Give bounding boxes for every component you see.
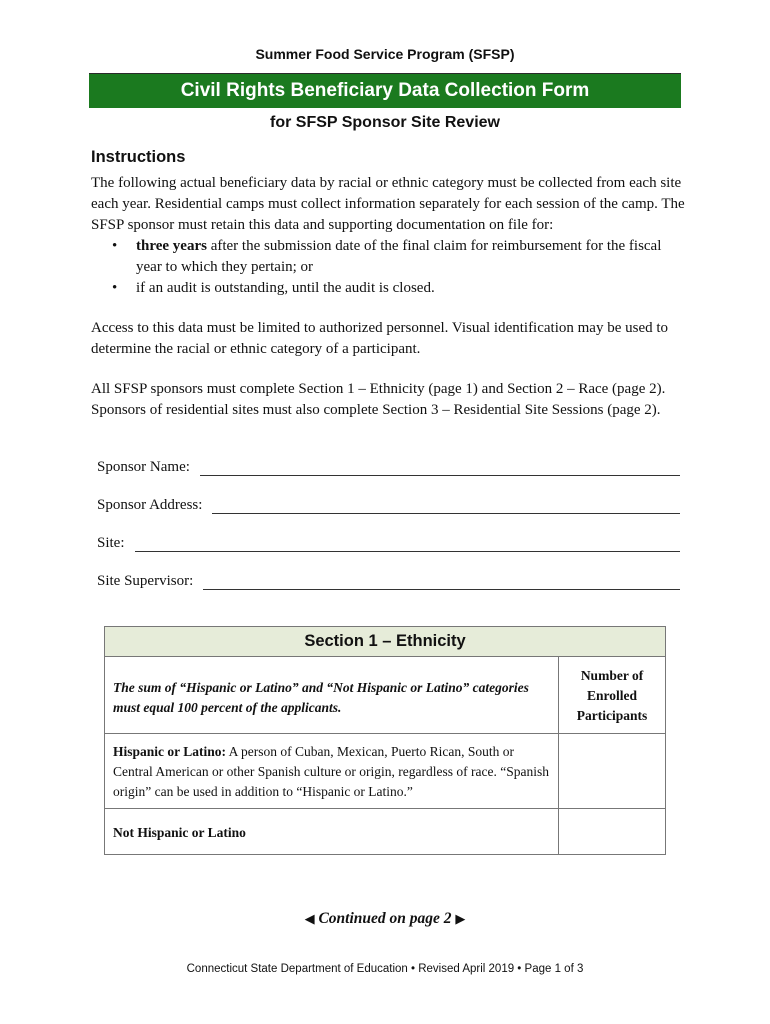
enrolled-participants-header [559, 657, 665, 733]
column-header-line: Enrolled [586, 688, 637, 703]
table-row [105, 809, 665, 855]
instructions-paragraph-1: The following actual beneficiary data by racial or ethnic category must be collected from each site each year. Residential camps must collect information separately for each session of the camp. The SFSP sponsor must retain this data and supporting documentation on file for: [91, 175, 685, 233]
continued-text: Continued on page 2 [318, 910, 452, 927]
not-hispanic-latino-count-field[interactable] [559, 809, 665, 855]
hispanic-latino-description [105, 734, 559, 808]
site-field[interactable] [135, 533, 680, 552]
form-subtitle: for SFSP Sponsor Site Review [270, 114, 500, 131]
hispanic-latino-label: Hispanic or Latino: [113, 744, 227, 759]
table-row [105, 734, 665, 809]
site-label: Site: [97, 535, 125, 551]
sum-requirement-note: The sum of “Hispanic or Latino” and “Not Hispanic or Latino” categories must equal 100 percent of the applicants. [105, 657, 559, 733]
program-title: Summer Food Service Program (SFSP) [255, 46, 515, 62]
column-header-line: Number of [580, 668, 644, 683]
list-item [112, 236, 672, 278]
left-triangle-icon: ◀ [304, 911, 315, 926]
retention-list [112, 236, 672, 299]
site-supervisor-field[interactable] [203, 571, 680, 590]
site-row [97, 533, 680, 552]
ethnicity-table [104, 626, 666, 855]
list-item-text: if an audit is outstanding, until the audit is closed. [136, 280, 435, 296]
column-header-line: Participants [576, 708, 648, 723]
form-title-banner: Civil Rights Beneficiary Data Collection Form [89, 73, 681, 108]
instructions-paragraph-3: All SFSP sponsors must complete Section 1 – Ethnicity (page 1) and Section 2 – Race (page 2). Sponsors of residential sites must also complete Section 3 – Residential Site Sessions (page 2). [91, 381, 666, 418]
right-triangle-icon: ▶ [455, 911, 466, 926]
retention-period: three years [136, 238, 207, 254]
instructions-paragraph-2: Access to this data must be limited to authorized personnel. Visual identification may be used to determine the racial or ethnic category of a participant. [91, 320, 669, 357]
site-supervisor-label: Site Supervisor: [97, 573, 194, 589]
sponsor-address-label: Sponsor Address: [97, 497, 203, 513]
sponsor-address-field[interactable] [212, 495, 680, 514]
hispanic-latino-count-field[interactable] [559, 734, 665, 808]
list-item [112, 278, 672, 299]
section-1-title: Section 1 – Ethnicity [105, 627, 665, 657]
sponsor-name-row [97, 457, 680, 476]
table-header-row [105, 657, 665, 734]
sponsor-name-field[interactable] [200, 457, 680, 476]
page-footer: Connecticut State Department of Education • Revised April 2019 • Page 1 of 3 [186, 963, 584, 975]
not-hispanic-latino-label: Not Hispanic or Latino [105, 809, 559, 855]
continued-notice [0, 910, 770, 928]
sponsor-address-row [97, 495, 680, 514]
hispanic-latino-definition: A person of Cuban, Mexican, Puerto Rican, South or Central American or other Spanish culture or origin, regardless of race. “Spanish origin” can be used in addition to “Hispanic or Latino.” [113, 744, 549, 799]
sponsor-name-label: Sponsor Name: [97, 459, 190, 475]
instructions-heading: Instructions [91, 148, 186, 166]
list-item-text: after the submission date of the final claim for reimbursement for the fiscal year to which they pertain; or [136, 238, 662, 275]
site-supervisor-row [97, 571, 680, 590]
